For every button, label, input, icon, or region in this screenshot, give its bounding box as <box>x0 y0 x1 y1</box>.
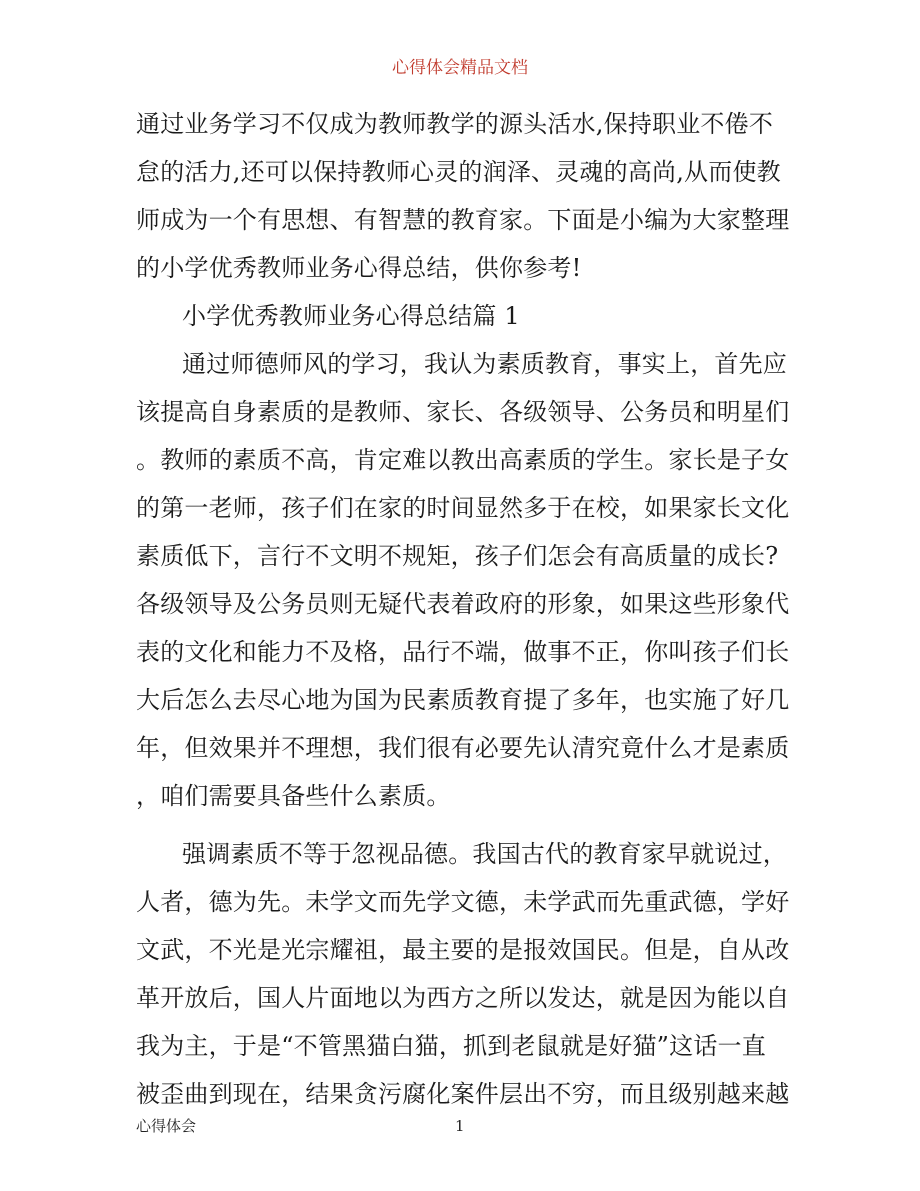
text-line: 的第一老师，孩子们在家的时间显然多于在校，如果家长文化 <box>136 494 790 522</box>
text-line: 。教师的素质不高，肯定难以教出高素质的学生。家长是子女 <box>136 446 790 474</box>
text-line: 我为主，于是“不管黑猫白猫，抓到老鼠就是好猫”这话一直 <box>136 1032 766 1060</box>
text-line: 通过业务学习不仅成为教师教学的源头活水,保持职业不倦不 <box>136 110 774 138</box>
footer-label: 心得体会 <box>136 1117 197 1135</box>
page-number: 1 <box>455 1117 465 1135</box>
text-line: 文武，不光是光宗耀祖，最主要的是报效国民。但是，自从改 <box>136 936 790 964</box>
text-line: 怠的活力,还可以保持教师心灵的润泽、灵魂的高尚,从而使教 <box>136 158 781 186</box>
text-line: 革开放后，国人片面地以为西方之所以发达，就是因为能以自 <box>136 984 790 1012</box>
text-line: 的小学优秀教师业务心得总结，供你参考! <box>136 254 582 282</box>
paragraph-1 <box>136 340 790 820</box>
text-line: ，咱们需要具备些什么素质。 <box>136 782 451 810</box>
paragraph-gap <box>136 820 786 830</box>
text-line: 该提高自身素质的是教师、家长、各级领导、公务员和明星们 <box>136 398 790 426</box>
text-line: 大后怎么去尽心地为国为民素质教育提了多年，也实施了好几 <box>136 686 790 714</box>
paragraph-2 <box>136 830 790 1118</box>
text-line: 年，但效果并不理想，我们很有必要先认清究竟什么才是素质 <box>136 734 790 762</box>
text-line: 素质低下，言行不文明不规矩，孩子们怎会有高质量的成长? <box>136 542 779 570</box>
section-title: 小学优秀教师业务心得总结篇 1 <box>182 302 520 330</box>
text-line: 通过师德师风的学习，我认为素质教育，事实上，首先应 <box>182 350 787 378</box>
intro-paragraph <box>136 100 790 292</box>
document-header: 心得体会精品文档 <box>392 58 528 78</box>
text-line: 表的文化和能力不及格，品行不端，做事不正，你叫孩子们长 <box>136 638 790 666</box>
text-line: 强调素质不等于忽视品德。我国古代的教育家早就说过， <box>182 840 787 868</box>
text-line: 师成为一个有思想、有智慧的教育家。下面是小编为大家整理 <box>136 206 790 234</box>
text-line: 各级领导及公务员则无疑代表着政府的形象，如果这些形象代 <box>136 590 790 618</box>
text-line: 被歪曲到现在，结果贪污腐化案件层出不穷，而且级别越来越 <box>136 1080 790 1108</box>
document-body <box>136 100 790 1118</box>
text-line: 人者，德为先。未学文而先学文德，未学武而先重武德，学好 <box>136 888 790 916</box>
